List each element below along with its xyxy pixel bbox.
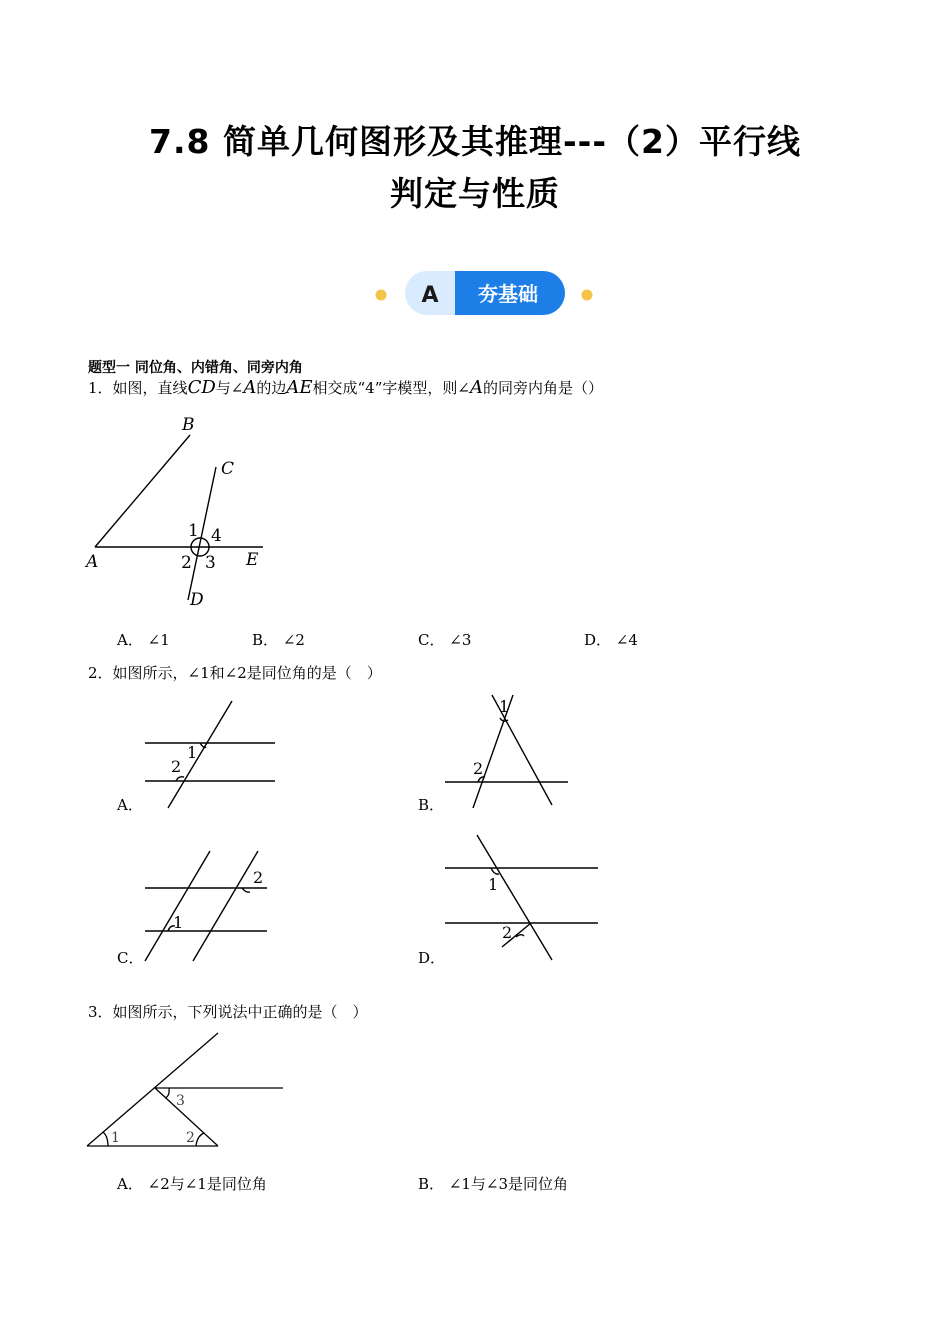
section-heading: 题型一 同位角、内错角、同旁内角	[88, 360, 303, 376]
label-a: A	[86, 552, 99, 572]
label-2: 2	[181, 553, 192, 573]
q1-option-a[interactable]: A． ∠1	[117, 631, 170, 649]
angle-2-label: 2	[253, 868, 264, 887]
q1-option-c[interactable]: C． ∠3	[418, 631, 472, 649]
question-number: 3．	[88, 1003, 113, 1021]
q3-option-b[interactable]: B． ∠1与∠3是同位角	[418, 1175, 569, 1193]
angle-1-label: 1	[173, 913, 184, 932]
q2-figure-c[interactable]	[140, 848, 275, 966]
label-4: 4	[211, 526, 222, 546]
q2-option-d-label[interactable]: D．	[418, 949, 446, 967]
banner-letter: A	[421, 283, 439, 308]
label-1: 1	[188, 521, 199, 541]
q2-figure-a[interactable]	[140, 698, 280, 813]
q2-figure-b[interactable]	[440, 690, 575, 810]
question-2: 2．如图所示，∠1和∠2是同位角的是（ ）	[88, 664, 382, 682]
q2-option-b-label[interactable]: B．	[418, 796, 445, 814]
label-d: D	[190, 590, 204, 610]
question-3: 3．如图所示，下列说法中正确的是（ ）	[88, 1003, 368, 1021]
q1-option-d[interactable]: D． ∠4	[584, 631, 638, 649]
question-number: 1．	[88, 379, 113, 397]
q1-option-b[interactable]: B． ∠2	[252, 631, 305, 649]
section-banner	[290, 268, 680, 318]
angle-2-label: 2	[473, 759, 484, 778]
q3-option-a[interactable]: A． ∠2与∠1是同位角	[117, 1175, 267, 1193]
q3-figure	[82, 1030, 292, 1155]
page-title-line1: 7.8 简单几何图形及其推理---（2）平行线	[149, 122, 801, 161]
q1-figure	[80, 410, 280, 610]
angle-2-label: 2	[502, 923, 513, 942]
banner-dot-left	[376, 290, 387, 301]
angle-1-label: 1	[488, 875, 499, 894]
banner-dot-right	[582, 290, 593, 301]
angle-2-label: 2	[171, 757, 182, 776]
banner-label: 夯基础	[478, 282, 538, 306]
angle-1-label: 1	[499, 697, 510, 716]
page-title-line2: 判定与性质	[390, 174, 560, 213]
angle-1-label: 1	[187, 743, 198, 762]
q2-figure-d[interactable]	[440, 830, 605, 965]
label-c: C	[221, 459, 235, 479]
angle-1-label: 1	[111, 1130, 120, 1146]
angle-3-label: 3	[176, 1093, 185, 1109]
label-3: 3	[205, 553, 216, 573]
label-e: E	[246, 550, 259, 570]
question-number: 2．	[88, 664, 113, 682]
question-1: 1．如图，直线CD与∠A的边AE相交成“4”字模型，则∠A的同旁内角是（）	[88, 377, 603, 398]
q2-option-a-label[interactable]: A．	[117, 796, 143, 814]
label-b: B	[182, 415, 195, 435]
q2-option-c-label[interactable]: C．	[117, 949, 144, 967]
angle-2-label: 2	[186, 1130, 195, 1146]
